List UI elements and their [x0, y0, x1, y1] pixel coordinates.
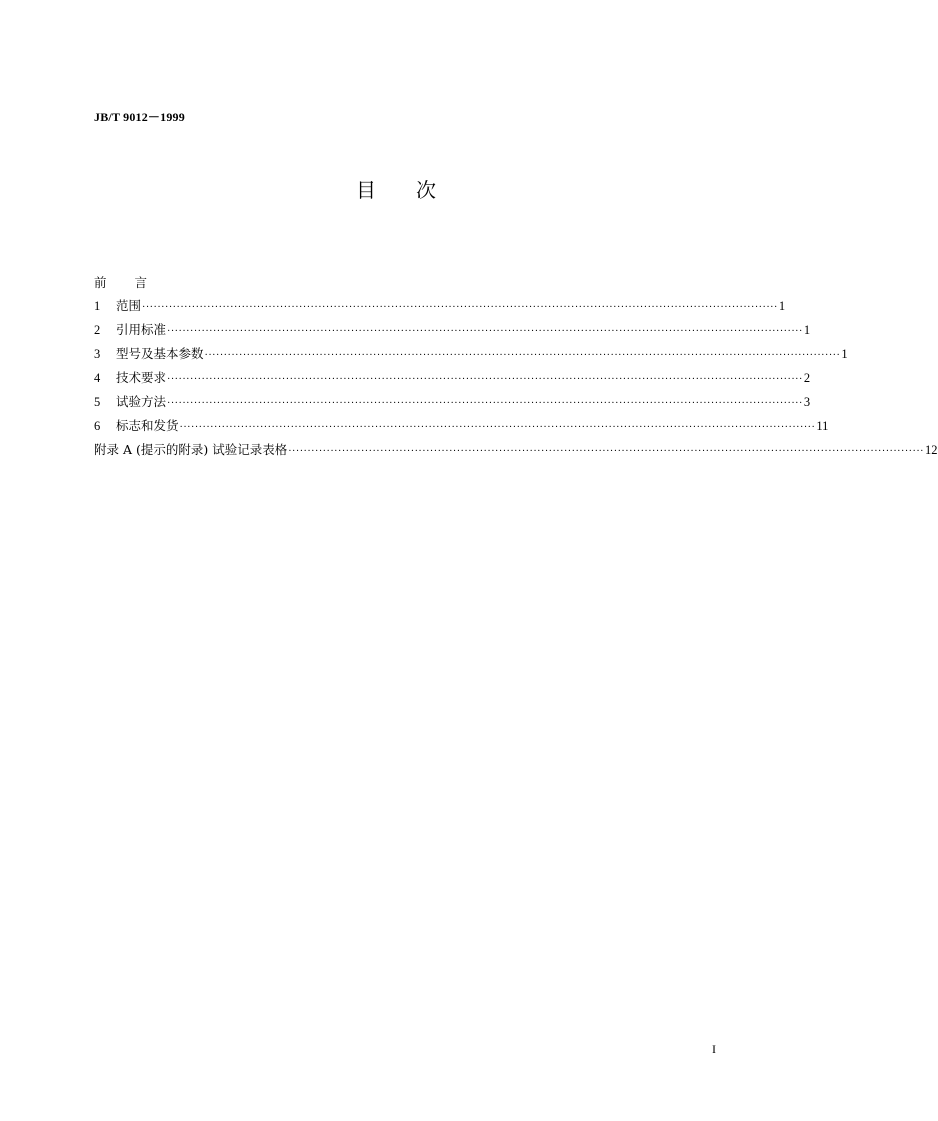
page-title: [0, 174, 792, 203]
toc-entry-label: 范围: [116, 298, 142, 313]
dot-leader: ······································································································································································: [288, 446, 924, 457]
toc-entry-number: 5: [94, 395, 101, 409]
toc-entry-page: 1: [803, 323, 811, 337]
toc-entry-number: 4: [94, 371, 101, 385]
toc-entry[interactable]: [94, 369, 811, 393]
toc-entry-label: 附录 A (提示的附录) 试验记录表格: [94, 442, 288, 457]
toc-entry-number: 6: [94, 419, 101, 433]
toc-entry-page: 1: [841, 347, 848, 361]
toc-entry[interactable]: [94, 393, 811, 417]
standard-number: JB/T 9012－1999: [94, 110, 185, 124]
toc-entry[interactable]: [94, 321, 811, 345]
toc-entry-number: 1: [94, 299, 101, 313]
toc-entry-label: 引用标准: [116, 322, 167, 337]
toc-entry-page: 2: [803, 371, 811, 385]
toc-entry-page: 3: [803, 395, 811, 409]
toc-entry-number: 3: [94, 347, 101, 361]
dot-leader: ······································································································································································: [167, 374, 803, 385]
toc-entry-appendix[interactable]: [94, 441, 938, 465]
toc-entry-page: 12: [925, 443, 938, 457]
dot-leader: ······································································································································································: [204, 350, 841, 361]
dot-leader: ······································································································································································: [179, 422, 816, 433]
toc-entry-label: 标志和发货: [116, 418, 179, 433]
title-char-1: 目: [356, 178, 376, 202]
foreword-char-1: 前: [94, 275, 107, 290]
dot-leader: ······································································································································································: [142, 302, 778, 313]
title-char-2: 次: [416, 178, 436, 202]
dot-leader: ······································································································································································: [167, 398, 803, 409]
toc-entry-page: 11: [816, 419, 829, 433]
toc-entry-page: 1: [778, 299, 786, 313]
table-of-contents: [94, 274, 938, 465]
dot-leader: ······································································································································································: [167, 326, 803, 337]
page-number: I: [712, 1042, 716, 1056]
toc-entry-label: 试验方法: [116, 394, 167, 409]
toc-entry[interactable]: [94, 297, 786, 321]
toc-entry[interactable]: [94, 345, 848, 369]
toc-entry-foreword[interactable]: [94, 274, 716, 297]
toc-entry-label: 型号及基本参数: [116, 346, 204, 361]
toc-entry[interactable]: [94, 417, 829, 441]
toc-entry-label: 技术要求: [116, 370, 167, 385]
foreword-char-2: 言: [134, 275, 148, 290]
toc-entry-number: 2: [94, 323, 101, 337]
